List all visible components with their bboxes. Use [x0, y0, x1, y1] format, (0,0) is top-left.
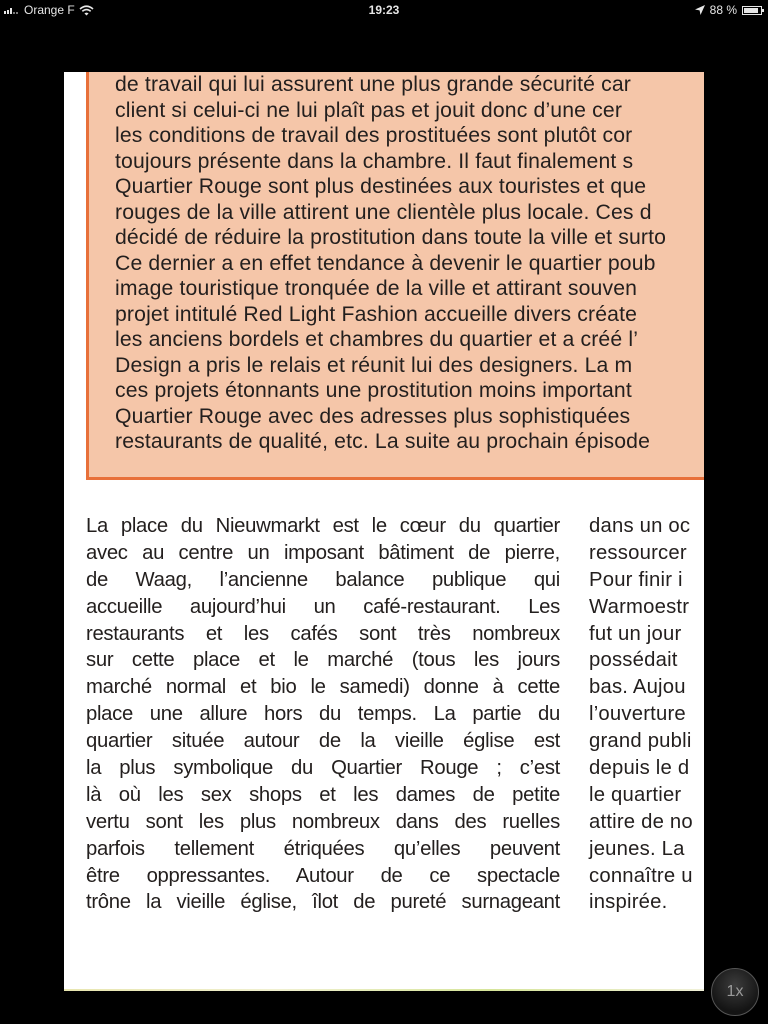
text-line: là où les sex shops et les dames de petite: [86, 783, 560, 806]
text-line: accueille aujourd’hui un café-restaurant. Les: [86, 595, 560, 618]
text-line: marché normal et bio le samedi) donne à cette: [86, 676, 560, 699]
highlight-box-line: de travail qui lui assurent une plus grande sécurité car: [115, 73, 632, 96]
text-line: avec au centre un imposant bâtiment de pierre,: [86, 541, 560, 564]
highlight-box-line: toujours présente dans la chambre. Il faut finalement s: [115, 149, 634, 173]
highlight-box-line: restaurants de qualité, etc. La suite au prochain épisode: [115, 430, 651, 453]
highlight-box-text: [115, 72, 704, 455]
text-line: Warmoestr: [589, 595, 690, 618]
zoom-level-button[interactable]: [711, 968, 759, 1016]
highlight-box-line: rouges de la ville attirent une clientèle plus locale. Ces d: [115, 200, 652, 224]
text-line: bas. Aujou: [589, 676, 686, 699]
highlight-box-line: ces projets étonnants une prostitution moins important: [115, 379, 632, 402]
highlight-box-line: les anciens bordels et chambres du quartier et a créé l’: [115, 328, 639, 351]
text-line: l’ouverture: [589, 703, 686, 726]
battery-percent: 88 %: [709, 3, 737, 17]
highlight-box-line: les conditions de travail des prostituées sont plutôt cor: [115, 124, 633, 147]
highlight-box-line: Quartier Rouge sont plus destinées aux touristes et que: [115, 175, 647, 198]
clock: 19:23: [368, 3, 400, 17]
text-line: fut un jour: [589, 622, 682, 645]
carrier-name: Orange F: [24, 3, 75, 17]
status-bar: [0, 0, 768, 20]
text-line: possédait: [589, 649, 678, 672]
text-line: jeunes. La: [589, 837, 685, 860]
text-line: ressourcer: [589, 541, 687, 564]
text-line: parfois tellement étriquées qu’elles peuvent: [86, 837, 560, 860]
text-line: le quartier: [589, 783, 682, 806]
highlight-box-line: image touristique tronquée de la ville et attirant souven: [115, 277, 638, 300]
text-line: quartier située autour de la vieille église est: [86, 730, 560, 753]
magazine-page[interactable]: [64, 72, 704, 991]
location-arrow-icon: [695, 5, 705, 15]
battery-icon: [742, 6, 762, 15]
text-line: Pour finir i: [589, 568, 683, 591]
text-line: La place du Nieuwmarkt est le cœur du quartier: [86, 515, 560, 537]
highlight-box-line: client si celui-ci ne lui plaît pas et jouit donc d’une cer: [115, 98, 623, 122]
text-line: trône la vieille église, îlot de pureté surnageant: [86, 891, 560, 914]
text-line: vertu sont les plus nombreux dans des ruelles: [86, 810, 560, 833]
text-line: sur cette place et le marché (tous les jours: [86, 649, 560, 672]
text-line: de Waag, l’ancienne balance publique qui: [86, 568, 560, 591]
highlight-box-line: projet intitulé Red Light Fashion accueille divers créate: [115, 302, 638, 326]
highlight-box-line: Quartier Rouge avec des adresses plus sophistiquées: [115, 404, 631, 428]
highlight-box-line: Ce dernier a en effet tendance à devenir le quartier poub: [115, 251, 656, 275]
text-line: grand publi: [589, 730, 692, 753]
text-column-left: [86, 513, 560, 916]
text-line: la plus symbolique du Quartier Rouge ; c’est: [86, 757, 560, 780]
text-line: place une allure hors du temps. La partie du: [86, 703, 560, 726]
highlight-box-line: Design a pris le relais et réunit lui des designers. La m: [115, 353, 633, 377]
text-line: connaître u: [589, 864, 693, 887]
text-line: attire de no: [589, 810, 693, 833]
text-line: être oppressantes. Autour de ce spectacle: [86, 864, 560, 887]
text-line: inspirée.: [589, 891, 668, 914]
text-line: depuis le d: [589, 757, 690, 780]
highlight-box-line: décidé de réduire la prostitution dans toute la ville et surto: [115, 226, 667, 249]
battery-fill: [744, 8, 758, 13]
status-right: [695, 3, 762, 17]
text-line: restaurants et les cafés sont très nombreux: [86, 622, 560, 645]
text-column-right: [589, 513, 704, 916]
text-line: dans un oc: [589, 515, 691, 537]
highlight-box: [86, 72, 704, 480]
zoom-level-label: 1x: [726, 983, 744, 1000]
